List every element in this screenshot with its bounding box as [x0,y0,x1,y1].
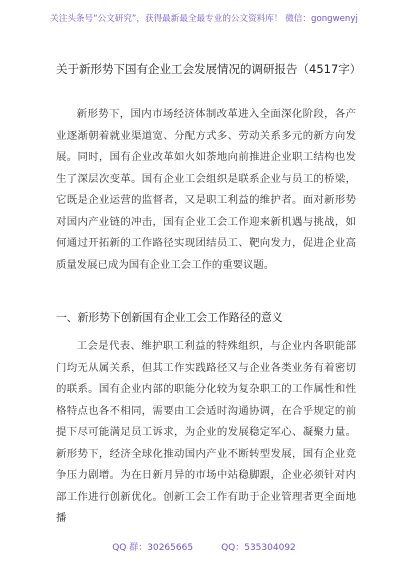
footer-qq-group: QQ 群：30265665 [112,543,194,553]
footer-qq: QQ：535304092 [221,543,296,553]
section-heading-1: 一、新形势下创新国有企业工会工作路径的意义 [56,311,283,324]
body-paragraph-1: 新形势下，国内市场经济体制改革进入全面深化阶段，各产业逐渐朝着就业渠道宽、分配方式多、劳动关系多元的新方向发展。同时，国有企业改革如火如荼地向前推进企业职工结构也发生了深层次变革。国有企业工会组织是联系企业与员工的桥梁，它既是企业运营的监督者，又是职工利益的维护者。面对新形势对国内产业链的冲击，国有企业工会工作迎来新机遇与挑战，如何通过开拓新的工作路径实现团结员工、靶向发力，促进企业高质量发展已成为国有企业工会工作的重要议题。 [56,108,356,271]
body-paragraph-2: 工会是代表、维护职工利益的特殊组织，与企业内各职能部门均无从属关系，但其工作实践路径又与企业各类业务有着密切的联系。国有企业内部的职能分化较为复杂职工的工作属性和性格特点也各不相同，需要由工会适时沟通协调，在合乎规定的前提下尽可能满足员工诉求，为企业的发展稳定军心、凝聚力量。新形势下，经济全球化推动国内产业不断转型发展，国有企业竞争压力剧增。为在日新月异的市场中站稳脚跟，企业必须针对内部工作进行创新优化。创新工会工作有助于企业管理者更全面地播 [56,340,356,524]
page-title: 关于新形势下国有企业工会发展情况的调研报告（4517字） [56,62,362,76]
footer-contact [0,540,408,553]
header-banner: 关注头条号“公文研究”，获得最新最全最专业的公文资料库！ 微信：gongwenyj [50,14,358,24]
